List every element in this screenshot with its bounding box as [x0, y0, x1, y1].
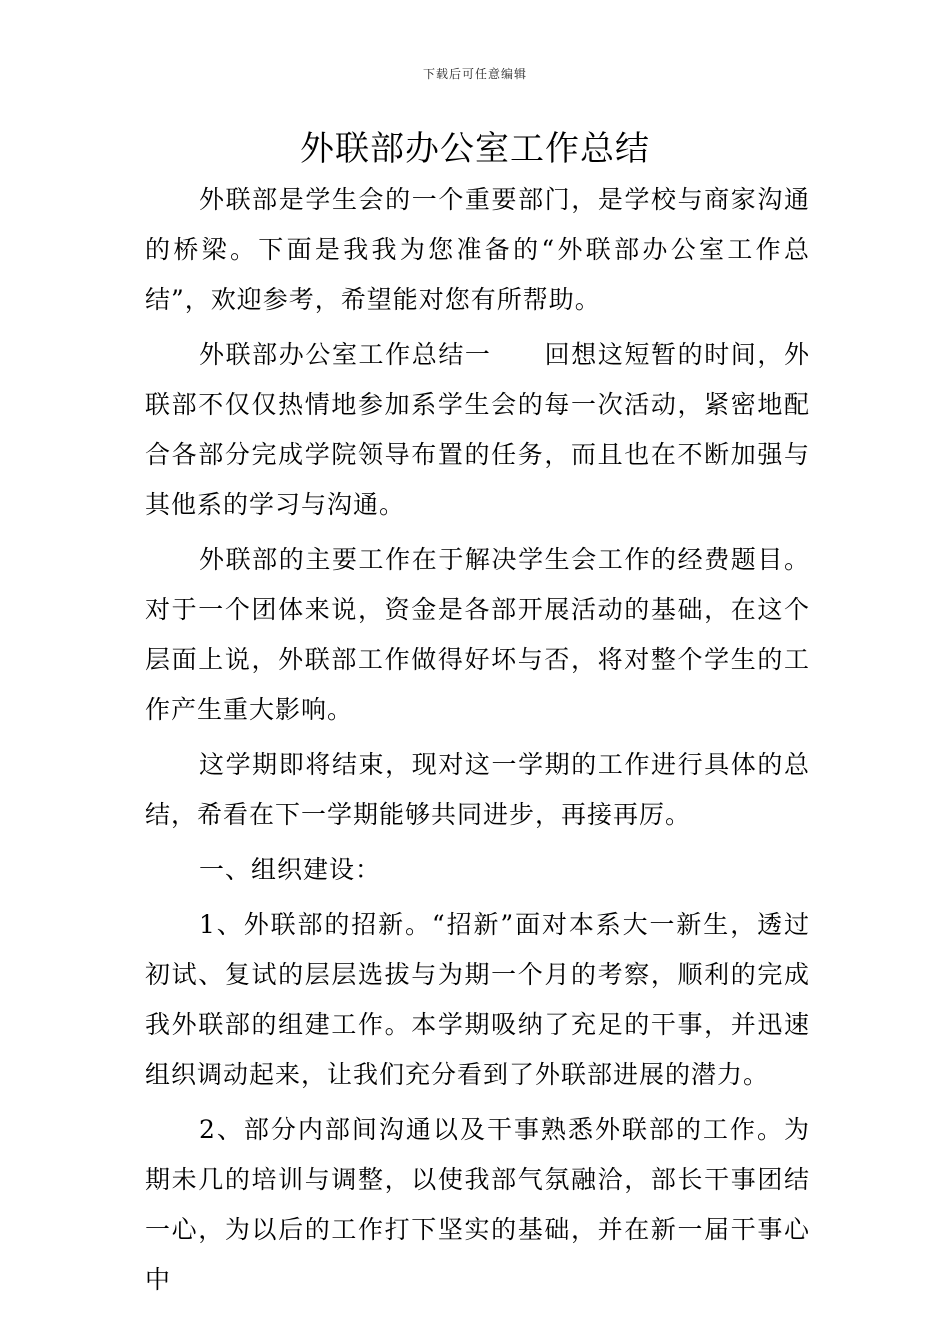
header-note: 下载后可任意编辑 — [422, 67, 527, 81]
paragraph-intro: 外联部是学生会的一个重要部门，是学校与商家沟通的桥梁。下面是我我为您准备的“外联部办公室工作总结”，欢迎参考，希望能对您有所帮助。 — [145, 185, 810, 314]
paragraph-recruitment: 1、外联部的招新。“招新”面对本系大一新生，透过初试、复试的层层选拔与为期一个月的考察，顺利的完成我外联部的组建工作。本学期吸纳了充足的干事，并迅速组织调动起来，让我们充分看到了外联部进展的潜力。 — [145, 910, 810, 1089]
document-body — [145, 175, 810, 1310]
paragraph-summary-one: 外联部办公室工作总结一 回想这短暂的时间，外联部不仅仅热情地参加系学生会的每一次活动，紧密地配合各部分完成学院领导布置的任务，而且也在不断加强与其他系的学习与沟通。 — [145, 340, 810, 519]
section-heading-organization: 一、组织建设： — [199, 855, 382, 884]
paragraph-semester-end: 这学期即将结束，现对这一学期的工作进行具体的总结，希看在下一学期能够共同进步，再接再厉。 — [145, 750, 810, 829]
document-title: 外联部办公室工作总结 — [300, 129, 650, 169]
paragraph-communication: 2、部分内部间沟通以及干事熟悉外联部的工作。为期未几的培训与调整，以使我部气氛融洽，部长干事团结一心，为以后的工作打下坚实的基础，并在新一届干事心中 — [145, 1115, 810, 1294]
paragraph-main-work: 外联部的主要工作在于解决学生会工作的经费题目。对于一个团体来说，资金是各部开展活动的基础，在这个层面上说，外联部工作做得好坏与否，将对整个学生的工作产生重大影响。 — [145, 545, 810, 724]
